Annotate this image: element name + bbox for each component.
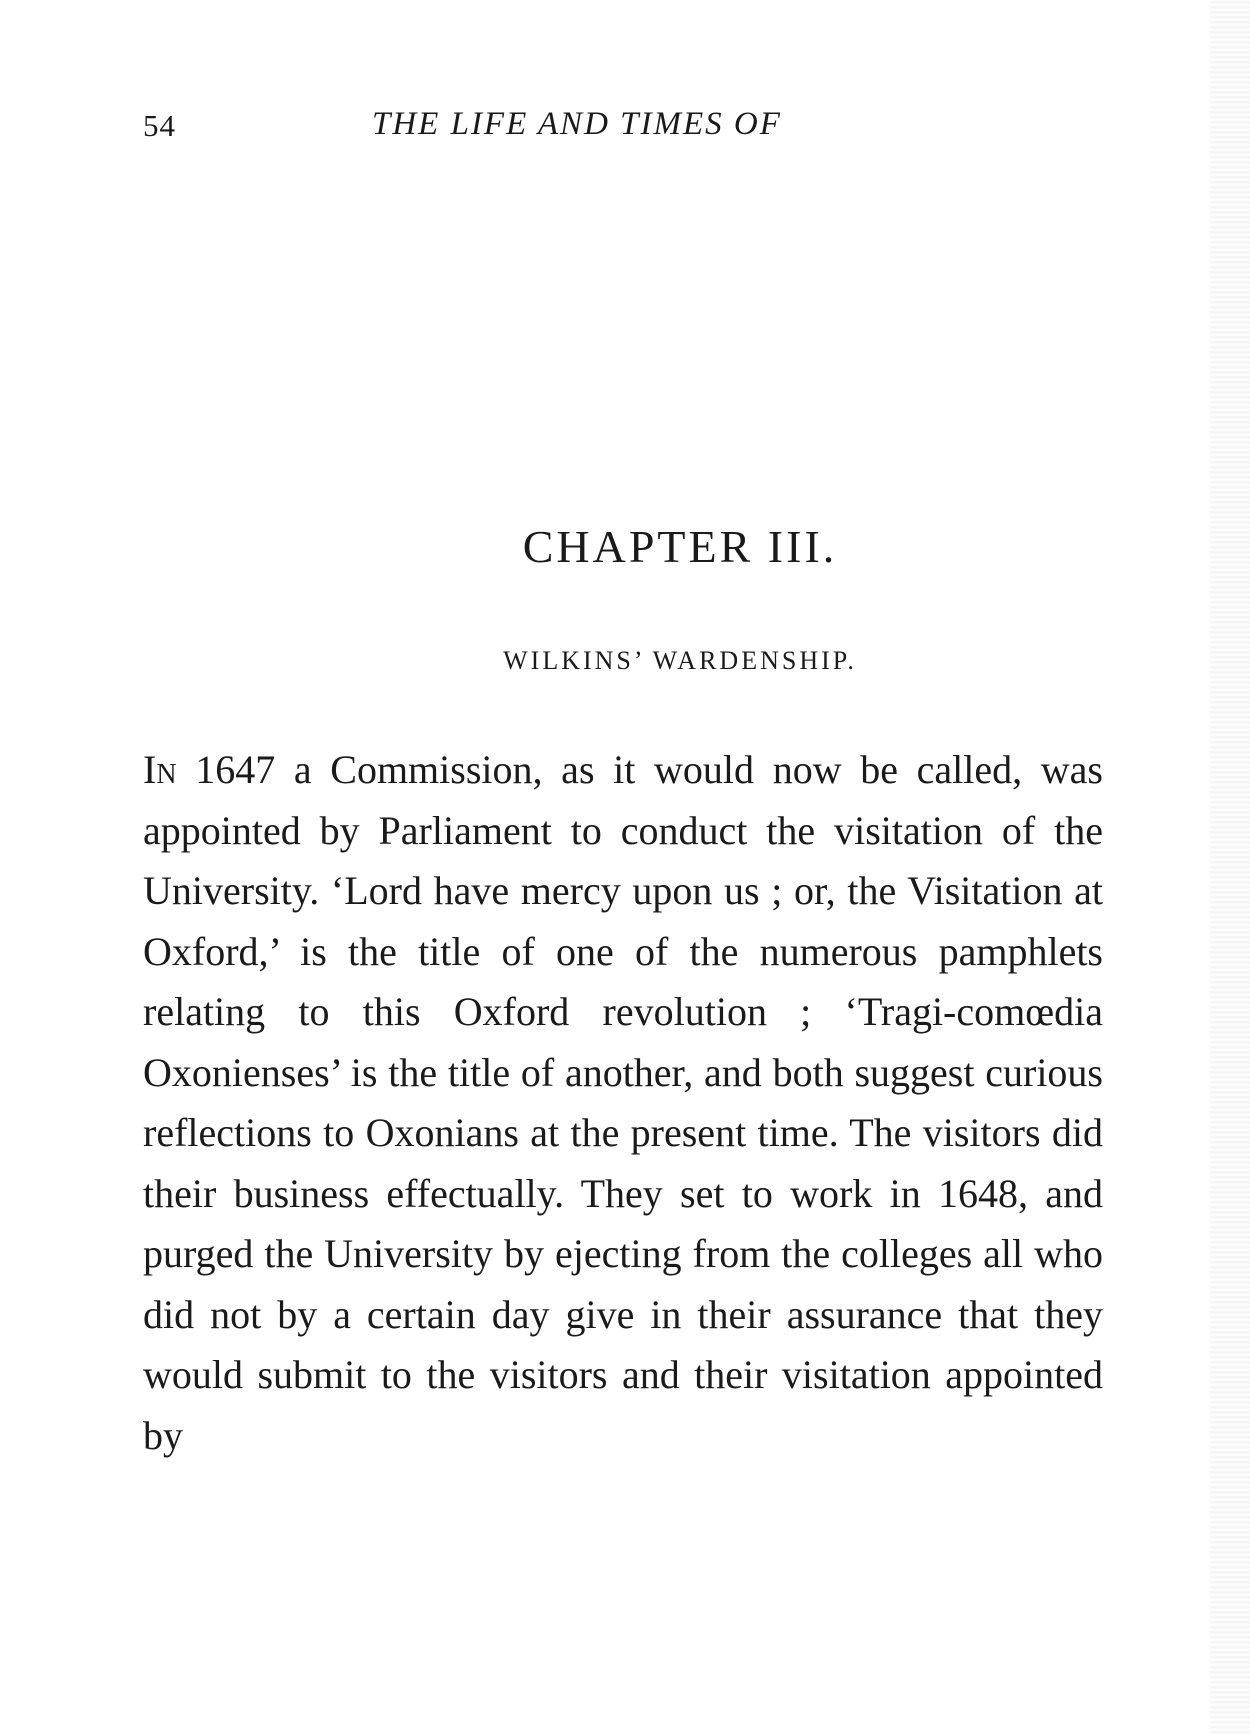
page-edge-shadow — [1210, 0, 1250, 1734]
running-head — [0, 106, 1250, 146]
paragraph-lead-word: In — [143, 747, 177, 792]
paragraph-text: 1647 a Commission, as it would now be called, was appointed by Parliament to conduct the visitation of the University. ‘Lord have mercy upon us ; or, the Visitation at Oxford,’ is the title of one of the numerous pamphlets relating to this Oxford revolution ; ‘Tragi-comœdia Oxonienses’ is the title of another, and both suggest curious reflections to Oxonians at the present time. The visitors did their business effectually. They set to work in 1648, and purged the University by ejecting from the colleges all who did not by a certain day give in their assurance that they would submit to the visitors and their visitation appointed by — [143, 747, 1103, 1458]
page-number: 54 — [143, 108, 176, 143]
running-title: THE LIFE AND TIMES OF — [372, 106, 782, 142]
chapter-title: CHAPTER III. — [522, 521, 838, 572]
chapter-subtitle: WILKINS’ WARDENSHIP. — [503, 646, 857, 675]
body-paragraph — [143, 740, 1103, 1466]
